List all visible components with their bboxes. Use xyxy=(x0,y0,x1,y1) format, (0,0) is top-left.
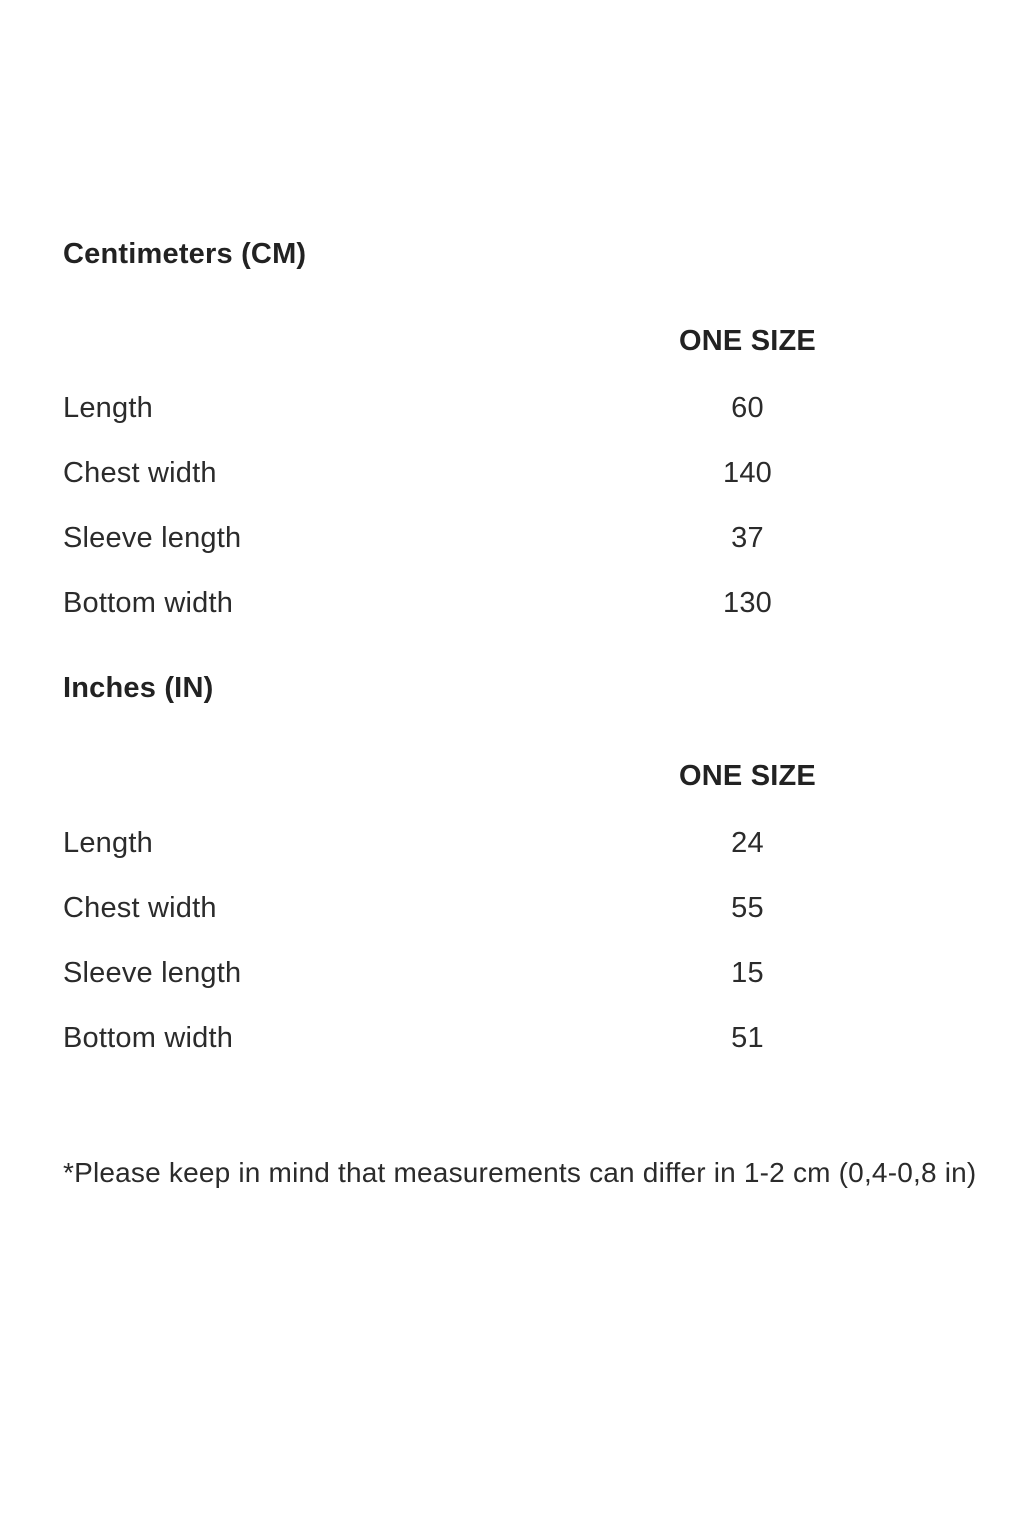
table-row xyxy=(63,585,961,625)
table-row xyxy=(63,455,961,495)
row-value: 60 xyxy=(731,392,764,424)
cm-column-header-row xyxy=(63,323,961,363)
table-row xyxy=(63,890,961,930)
table-row xyxy=(63,520,961,560)
table-row xyxy=(63,1020,961,1060)
row-label: Chest width xyxy=(63,457,217,489)
in-column-header-row xyxy=(63,758,961,798)
table-row xyxy=(63,390,961,430)
in-column-header: ONE SIZE xyxy=(679,760,816,792)
row-label: Bottom width xyxy=(63,1022,234,1054)
row-label: Bottom width xyxy=(63,587,234,619)
table-row xyxy=(63,955,961,995)
cm-section-title: Centimeters (CM) xyxy=(63,238,307,270)
cm-column-header: ONE SIZE xyxy=(679,325,816,357)
row-label: Chest width xyxy=(63,892,217,924)
row-value: 130 xyxy=(723,587,772,619)
row-label: Length xyxy=(63,392,153,424)
row-value: 55 xyxy=(731,892,764,924)
row-value: 51 xyxy=(731,1022,764,1054)
measurement-tolerance-note: *Please keep in mind that measurements can differ in 1-2 cm (0,4-0,8 in) xyxy=(63,1157,977,1188)
table-row xyxy=(63,825,961,865)
row-value: 15 xyxy=(731,957,764,989)
in-section-title: Inches (IN) xyxy=(63,672,214,704)
row-label: Length xyxy=(63,827,153,859)
row-value: 24 xyxy=(731,827,764,859)
row-label: Sleeve length xyxy=(63,522,242,554)
row-label: Sleeve length xyxy=(63,957,242,989)
row-value: 140 xyxy=(723,457,772,489)
row-value: 37 xyxy=(731,522,764,554)
